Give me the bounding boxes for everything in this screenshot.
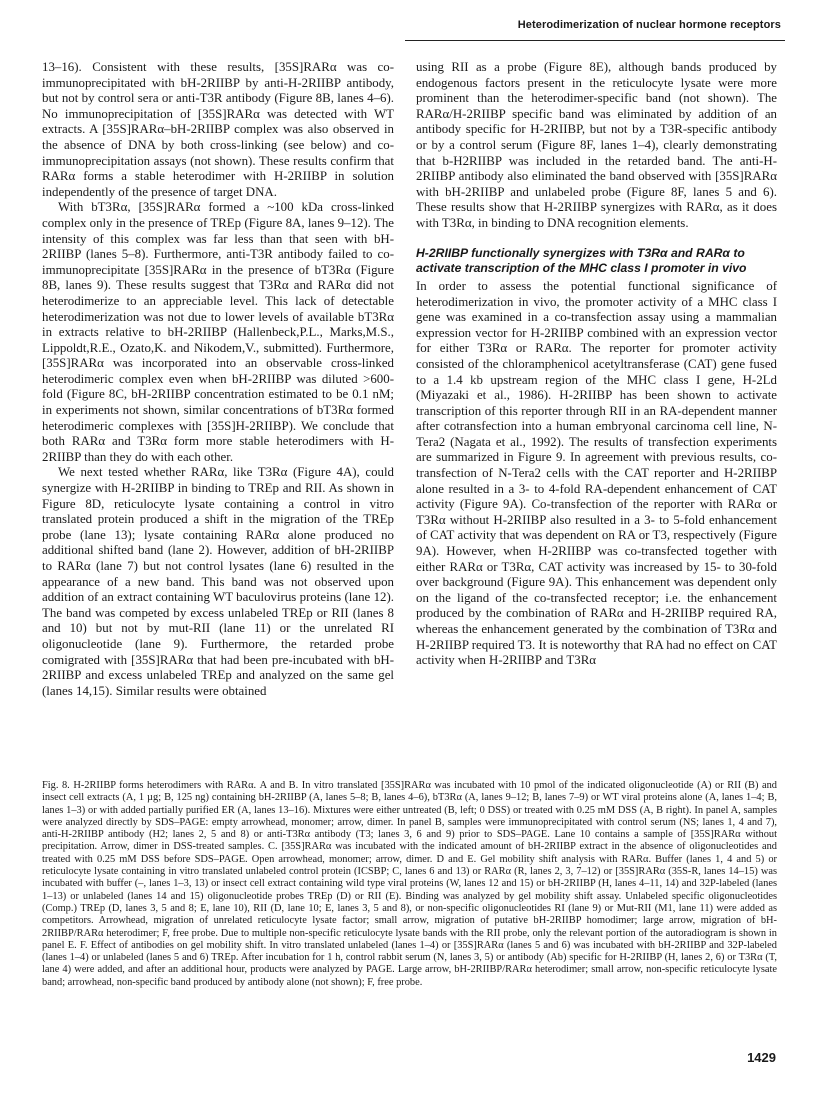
section-heading: H-2RIIBP functionally synergizes with T3Rα and RARα to activate transcription of the MHC class I promoter in vivo	[416, 245, 747, 275]
left-paragraph-1: 13–16). Consistent with these results, [35S]RARα was co-immunoprecipitated with bH-2RIIBP by anti-H-2RIIBP antibody, but not by control sera or anti-T3R antibody (Figure 8B, lanes 4–6). No immunoprecipitation of [35S]RARα was detected with WT extracts. A [35S]RARα–bH-2RIIBP complex was also observed in the absence of DNA by both cross-linking (see below) and co-immunoprecipitation assays (not shown). These results confirm that RARα forms a stable heterodimer with H-2RIIBP in solution independently of the presence of target DNA.	[42, 60, 394, 199]
right-paragraph-2: In order to assess the potential functional significance of heterodimerization in vivo, the promoter activity of a MHC class I gene was examined in a co-transfection assay using a mammalian expression vector for H-2RIIBP combined with an expression vector for either T3Rα or RARα. The reporter for promoter activity consisted of the chloramphenicol acetyltransferase (CAT) gene fused to a 1.4 kb upstream region of the MHC class I gene, H-2Ld (Miyazaki et al., 1986). H-2RIIBP has been shown to activate transcription of this reporter through RII in an RA-dependent manner after cotransfection into a human embryonal carcinoma cell line, N-Tera2 (Nagata et al., 1992). The results of transfection experiments are summarized in Figure 9. In agreement with previous results, co-transfection of N-Tera2 cells with the CAT reporter and H-2RIIBP alone resulted in a 3- to 4-fold RA-dependent enhancement of CAT activity (Figure 9A). Co-transfection of the reporter with RARα or T3Rα without H-2RIIBP also resulted in a 3- to 5-fold enhancement of CAT activity that was dependent on RA or T3, respectively (Figure 9A). However, when H-2RIIBP was co-transfected together with either RARα or T3Rα, CAT activity was increased by 15- to 30-fold over background (Figure 9A). This enhancement was dependent only on the ligand of the co-transfected receptor; i.e. the enhancement produced by the combination of RARα and H-2RIIBP required RA, whereas the enhancement generated by the combination of T3Rα and H-2RIIBP required T3. It is noteworthy that RA had no effect on CAT activity when H-2RIIBP and T3Rα	[416, 278, 777, 668]
page-number: 1429	[747, 1050, 776, 1065]
running-head-title: Heterodimerization of nuclear hormone receptors	[517, 19, 781, 31]
figure-caption: Fig. 8. H-2RIIBP forms heterodimers with RARα. A and B. In vitro translated [35S]RARα was incubated with 10 pmol of the indicated oligonucleotide (A) or RII (B) and insect cell extracts (A, 1 µg; B, 125 ng) containing bH-2RIIBP (A, lanes 5–8; B, lanes 4–6), bT3Rα (A, lanes 9–12; B, lanes 7–9) or WT viral proteins alone (A, lanes 1–4; B, lanes 1–3) or with added partially purified ER (A, lanes 13–16). Mixtures were either untreated (B, left; 0 DSS) or treated with 0.25 mM DSS (A, B right). In panel A, samples were analyzed directly by SDS–PAGE: empty arrowhead, monomer; arrow, dimer. In panel B, samples were immunoprecipitated with control serum (NS; lanes 1, 4 and 7), anti-H-2RIIBP antibody (H2; lanes 2, 5 and 8) or anti-T3Rα antibody (T3; lanes 3, 6 and 9) prior to SDS–PAGE. Lane 10 contains a sample of [35S]RARα without precipitation. Arrow, dimer in DSS-treated samples. C. [35S]RARα was incubated with the indicated amount of bH-2RIIBP extract in the absence of oligonucleotides and treated with 0.25 mM DSS before SDS–PAGE. Open arrowhead, monomer; arrow, dimer. D and E. Gel mobility shift analysis with RARα. Buffer (lanes 1, 4 and 5) or reticulocyte lysate containing in vitro translated unlabeled control protein (ICSBP; C, lanes 6 and 13) or RARα (R, lanes 2, 3, 7–12) or [35S]RARα (35S-R, lanes 14–15) was incubated with buffer (–, lanes 1–3, 13) or insect cell extract containing wild type viral proteins (W, lanes 12 and 15) or bH-2RIIBP (H, lanes 4–11, 14) and 32P-labeled (lanes 1–13) or unlabeled (lanes 14 and 15) oligonucleotide probes TREp (D) or RII (E). Binding was analyzed by gel mobility shift assay. Unlabeled specific oligonucleotides (Comp.) TREp (D, lanes 3, 5 and 8; E, lane 10), RII (D, lane 10; E, lanes 3, 5 and 8), or non-specific oligonucleotides RI (lane 9) or Mut-RII (M1, lane 11) were added as competitors. Arrowhead, migration of unrelated reticulocyte lysate factor; small arrow, migration of putative bH-2RIIBP homodimer; large arrow, migration of bH-2RIIBP/RARα heterodimer; F, free probe. Due to multiple non-specific reticulocyte lysate bands with the RII probe, only the relevant portion of the autoradiogram is shown in panel E. F. Effect of antibodies on gel mobility shift. In vitro translated unlabeled (lanes 1–4) or [35S]RARα (lanes 5 and 6) was incubated with bH-2RIIBP and 32P-labeled (lanes 1–4) or unlabeled (lanes 5 and 6) TREp. After incubation for 1 h, control rabbit serum (N, lanes 3, 5) or antibody (Ab) specific for H-2RIIBP (H, lanes 2, 6) or T3Rα (T, lane 4) were added, and after an additional hour, products were analyzed by PAGE. Large arrow, bH-2RIIBP/RARα heterodimer; small arrow, non-specific reticulocyte lysate band; arrowhead, non-specific band produced by antibody alone (not shown); F, free probe.	[42, 780, 777, 988]
left-paragraph-2: With bT3Rα, [35S]RARα formed a ~100 kDa cross-linked complex only in the presence of TREp (Figure 8A, lanes 9–12). The intensity of this complex was far less than that seen with bH-2RIIBP (lanes 5–8). Furthermore, anti-T3R antibody failed to co-immunoprecipitate [35S]RARα in the presence of bT3Rα (Figure 8B, lanes 9). These results suggest that T3Rα and RARα did not heterodimerize to an appreciable level. This lack of detectable heterodimerization was not due to lower levels of available bT3Rα in extracts relative to bH-2RIIBP (Hallenbeck,P.L., Marks,M.S., Lippoldt,R.E., Ozato,K. and Nikodem,V., submitted). Furthermore, [35S]RARα was incorporated into an observable cross-linked heterodimeric complex even when bH-2RIIBP was diluted >600-fold (Figure 8C, bH-2RIIBP concentration estimated to be 0.1 nM; in experiments not shown, similar concentrations of bT3Rα formed heterodimeric complexes with [35S]H-2RIIBP). We conclude that both RARα and T3Rα form more stable heterodimers with H-2RIIBP than they do with each other.	[42, 200, 394, 464]
left-paragraph-3: We next tested whether RARα, like T3Rα (Figure 4A), could synergize with H-2RIIBP in binding to TREp and RII. As shown in Figure 8D, reticulocyte lysate containing a control in vitro translated protein produced a shift in the migration of the TREp probe (lane 13); lysate containing RARα alone produced no additional shifted band (lane 2). However, addition of bH-2RIIBP to RARα (lane 7) but not control lysates (lane 6) resulted in the appearance of a new band. This band was not observed upon addition of an extract containing WT baculovirus proteins (lane 12). The band was competed by excess unlabeled TREp or RII (lanes 8 and 10) but not by mut-RII (lane 11) or the unrelated RI oligonucleotide (lane 9). Furthermore, the retarded probe comigrated with [35S]RARα that had been pre-incubated with bH-2RIIBP and excess unlabeled TREp and analyzed on the same gel (lanes 14,15). Similar results were obtained	[42, 465, 394, 698]
running-head	[405, 14, 785, 41]
left-column	[42, 60, 394, 699]
right-column	[416, 60, 777, 669]
right-paragraph-1: using RII as a probe (Figure 8E), although bands produced by endogenous factors present in the reticulocyte lysate were more prominent than the heterodimer-specific band (not shown). The RARα/H-2RIIBP specific band was eliminated by addition of an antibody specific for H-2RIIBP, but not by a T3R-specific antibody or by a control serum (Figure 8F, lanes 1–4), clearly demonstrating that b-H2RIIBP was included in the retarded band. The anti-H-2RIIBP antibody also eliminated the band observed with [35S]RARα with bH-2RIIBP and unlabeled probe (Figure 8F, lanes 5 and 6). These results show that H-2RIIBP synergizes with RARα, as it does with T3Rα, in binding to DNA recognition elements.	[416, 60, 777, 230]
